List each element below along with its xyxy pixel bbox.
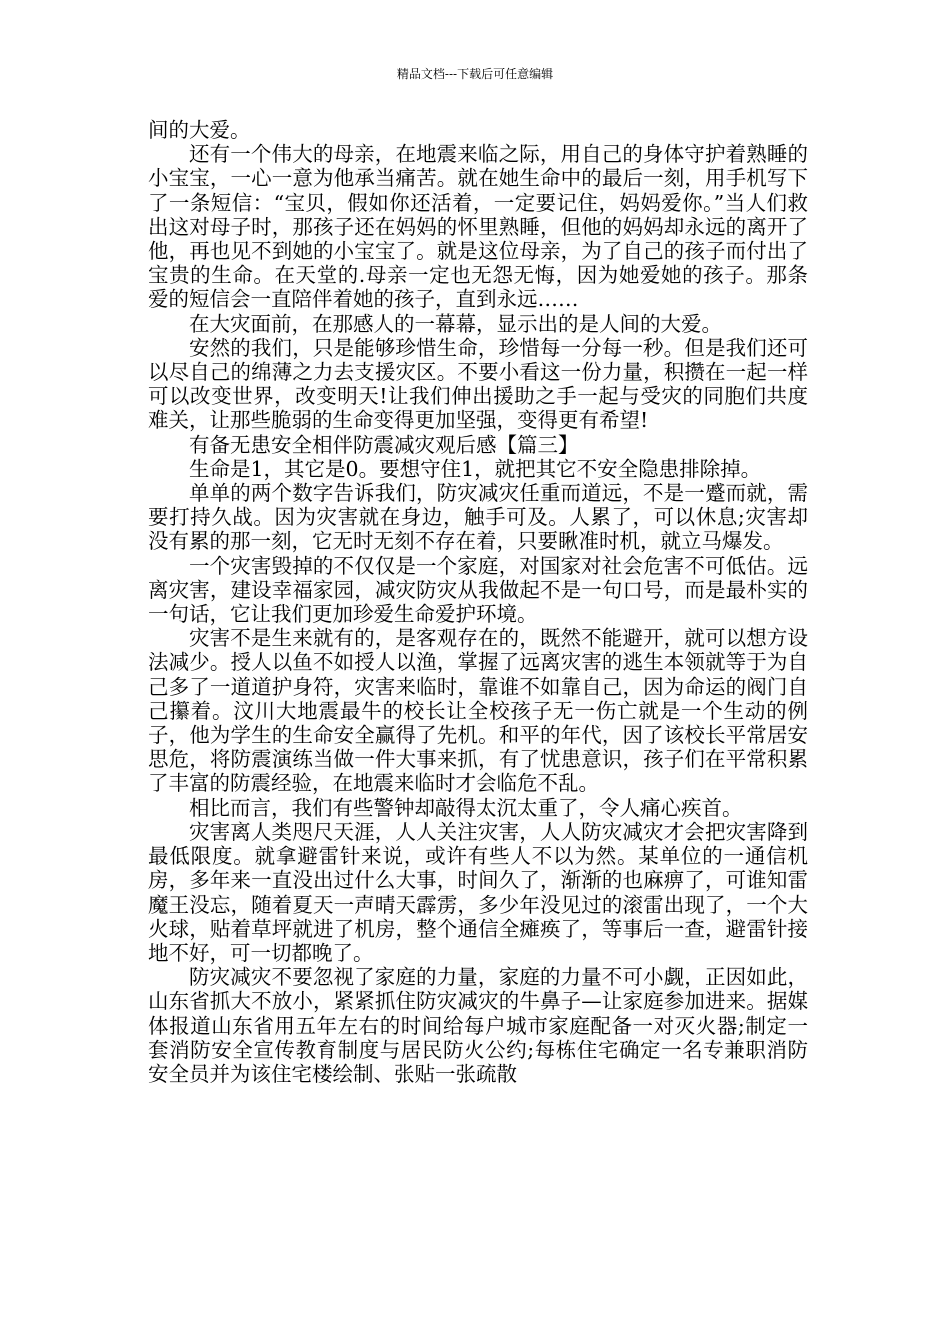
paragraph-continuation: 间的大爱。	[148, 118, 251, 142]
paragraph-great-love: 在大灾面前，在那感人的一幕幕，显示出的是人间的大爱。	[189, 311, 722, 336]
paragraph-two-numbers: 单单的两个数字告诉我们，防灾减灾任重而道远，不是一蹙而就，需要打持久战。因为灾害就在身边，触手可及。人累了，可以休息;灾害却没有累的那一刻，它无时无刻不存在着，只要瞅准时机，就立马爆发。	[148, 481, 808, 554]
paragraph-family-disaster: 一个灾害毁掉的不仅仅是一个家庭，对国家对社会危害不可低估。远离灾害，建设幸福家园，减灾防灾从我做起不是一句口号，而是最朴实的一句话，它让我们更加珍爱生命爱护环境。	[148, 553, 808, 627]
paragraph-mother-story: 还有一个伟大的母亲，在地震来临之际，用自己的身体守护着熟睡的小宝宝，一心一意为他承当痛苦。就在她生命中的最后一刻，用手机写下了一条短信：“宝贝，假如你还活着，一定要记住，妈妈爱你。”当人们救出这对母子时，那孩子还在妈妈的怀里熟睡，但他的妈妈却永远的离开了他，再也见不到她的小宝宝了。就是这位母亲，为了自己的孩子而付出了宝贵的生命。在天堂的.母亲一定也无怨无悔，因为她爱她的孩子。那条爱的短信会一直陪伴着她的孩子，直到永远……	[148, 142, 808, 312]
paragraph-family-power: 防灾减灾不要忽视了家庭的力量，家庭的力量不可小觑，正因如此，山东省抓大不放小，紧紧抓住防灾减灾的牛鼻子—让家庭参加进来。据媒体报道山东省用五年左右的时间给每户城市家庭配备一对灭火器;制定一套消防安全宣传教育制度与居民防火公约;每栋住宅确定一名专兼职消防安全员并为该住宅楼绘制、张贴一张疏散	[148, 965, 808, 1086]
paragraph-alarm-bell: 相比而言，我们有些警钟却敲得太沉太重了，令人痛心疾首。	[189, 795, 743, 820]
page-header: 精品文档---下载后可任意编辑	[396, 67, 554, 81]
paragraph-reduce-disaster: 灾害不是生来就有的，是客观存在的，既然不能避开，就可以想方设法减少。授人以鱼不如授人以渔，掌握了远离灾害的逃生本领就等于为自己多了一道道护身符，灾害来临时，靠谁不如靠自己，因为命运的阀门自己攥着。汶川大地震最牛的校长让全校孩子无一伤亡就是一个生动的例子，他为学生的生命安全赢得了先机。和平的年代，因了该校长平常居安思危，将防震演练当做一件大事来抓，有了忧患意识，孩子们在平常积累了丰富的防震经验，在地震来临时才会临危不乱。	[148, 626, 808, 796]
paragraph-life-is-one: 生命是1，其它是0。要想守住1，就把其它不安全隐患排除掉。	[189, 456, 762, 481]
section-title: 有备无患安全相伴防震减灾观后感【篇三】	[189, 432, 579, 457]
paragraph-lightning-rod: 灾害离人类咫尺天涯，人人关注灾害，人人防灾减灾才会把灾害降到最低限度。就拿避雷针来说，或许有些人不以为然。某单位的一通信机房，多年来一直没出过什么大事，时间久了，渐渐的也麻痹了，可谁知雷魔王没忘，随着夏天一声晴天霹雳，多少年没见过的滚雷出现了，一个大火球，贴着草坪就进了机房，整个通信全瘫痪了，等事后一查，避雷针接地不好，可一切都晚了。	[148, 819, 808, 965]
paragraph-cherish-life: 安然的我们，只是能够珍惜生命，珍惜每一分每一秒。但是我们还可以尽自己的绵薄之力去支援灾区。不要小看这一份力量，积攒在一起一样可以改变世界，改变明天!让我们伸出援助之手一起与受灾的同胞们共度难关，让那些脆弱的生命变得更加坚强，变得更有希望!	[148, 335, 808, 433]
document-body	[148, 118, 808, 1086]
